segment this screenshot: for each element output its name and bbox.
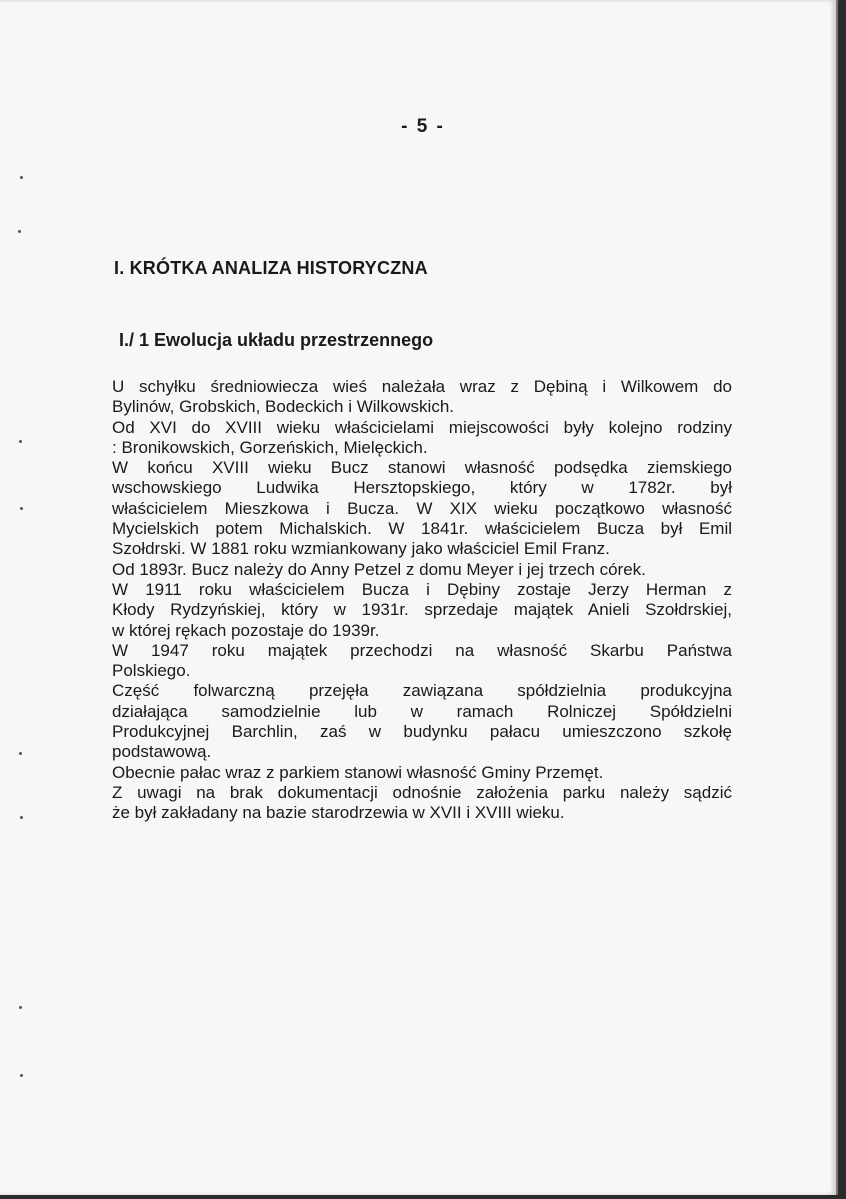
text-line: podstawową. <box>112 742 212 762</box>
scan-speck <box>20 176 23 179</box>
text-line: Obecnie pałac wraz z parkiem stanowi własność Gminy Przemęt. <box>112 762 604 782</box>
text-line: Od 1893r. Bucz należy do Anny Petzel z domu Meyer i jej trzech córek. <box>112 559 646 579</box>
text-line: W 1911 roku właścicielem Bucza i Dębiny zostaje Jerzy Herman z <box>112 579 732 599</box>
text-line: działająca samodzielnie lub w ramach Rolniczej Spółdzielni <box>112 701 732 721</box>
text-line: W 1947 roku majątek przechodzi na własność Skarbu Państwa <box>112 640 732 660</box>
text-line: Mycielskich potem Michalskich. W 1841r. właścicielem Bucza był Emil <box>112 519 732 539</box>
text-line: Produkcyjnej Barchlin, zaś w budynku pałacu umieszczono szkołę <box>112 722 732 742</box>
text-line: U schyłku średniowiecza wieś należała wraz z Dębiną i Wilkowem do <box>112 377 732 396</box>
text-line: Z uwagi na brak dokumentacji odnośnie założenia parku należy sądzić <box>112 782 732 802</box>
text-line: wschowskiego Ludwika Hersztopskiego, który w 1782r. był <box>112 478 732 498</box>
scan-speck <box>20 1074 23 1077</box>
text-line: Od XVI do XVIII wieku właścicielami miejscowości były kolejno rodziny <box>112 417 732 437</box>
text-line: Szołdrski. W 1881 roku wzmiankowany jako właściciel Emil Franz. <box>112 539 610 559</box>
section-title: I./ 1 Ewolucja układu przestrzennego <box>119 330 434 350</box>
scan-speck <box>18 230 21 233</box>
text-line: Polskiego. <box>112 661 191 681</box>
chapter-title: I. KRÓTKA ANALIZA HISTORYCZNA <box>114 258 428 278</box>
text-line: Część folwarczną przejęła zawiązana spółdzielnia produkcyjna <box>112 681 732 701</box>
text-line: W końcu XVIII wieku Bucz stanowi własność podsędka ziemskiego <box>112 458 732 478</box>
text-line: w której rękach pozostaje do 1939r. <box>112 620 380 640</box>
text-line: Bylinów, Grobskich, Bodeckich i Wilkowskich. <box>112 397 455 417</box>
scan-speck <box>19 1006 22 1009</box>
scan-speck <box>20 507 23 510</box>
scan-speck <box>19 440 22 443</box>
scan-speck <box>19 752 22 755</box>
page-number: - 5 - <box>401 116 445 137</box>
text-line: że był zakładany na bazie starodrzewia w XVII i XVIII wieku. <box>112 803 565 823</box>
text-line: : Bronikowskich, Gorzeńskich, Mielęckich. <box>112 437 428 457</box>
body-text <box>112 377 732 824</box>
scan-speck <box>20 816 23 819</box>
text-line: właścicielem Mieszkowa i Bucza. W XIX wieku początkowo własność <box>112 498 732 518</box>
text-line: Kłody Rydzyńskiej, który w 1931r. sprzedaje majątek Anieli Szołdrskiej, <box>112 600 732 620</box>
